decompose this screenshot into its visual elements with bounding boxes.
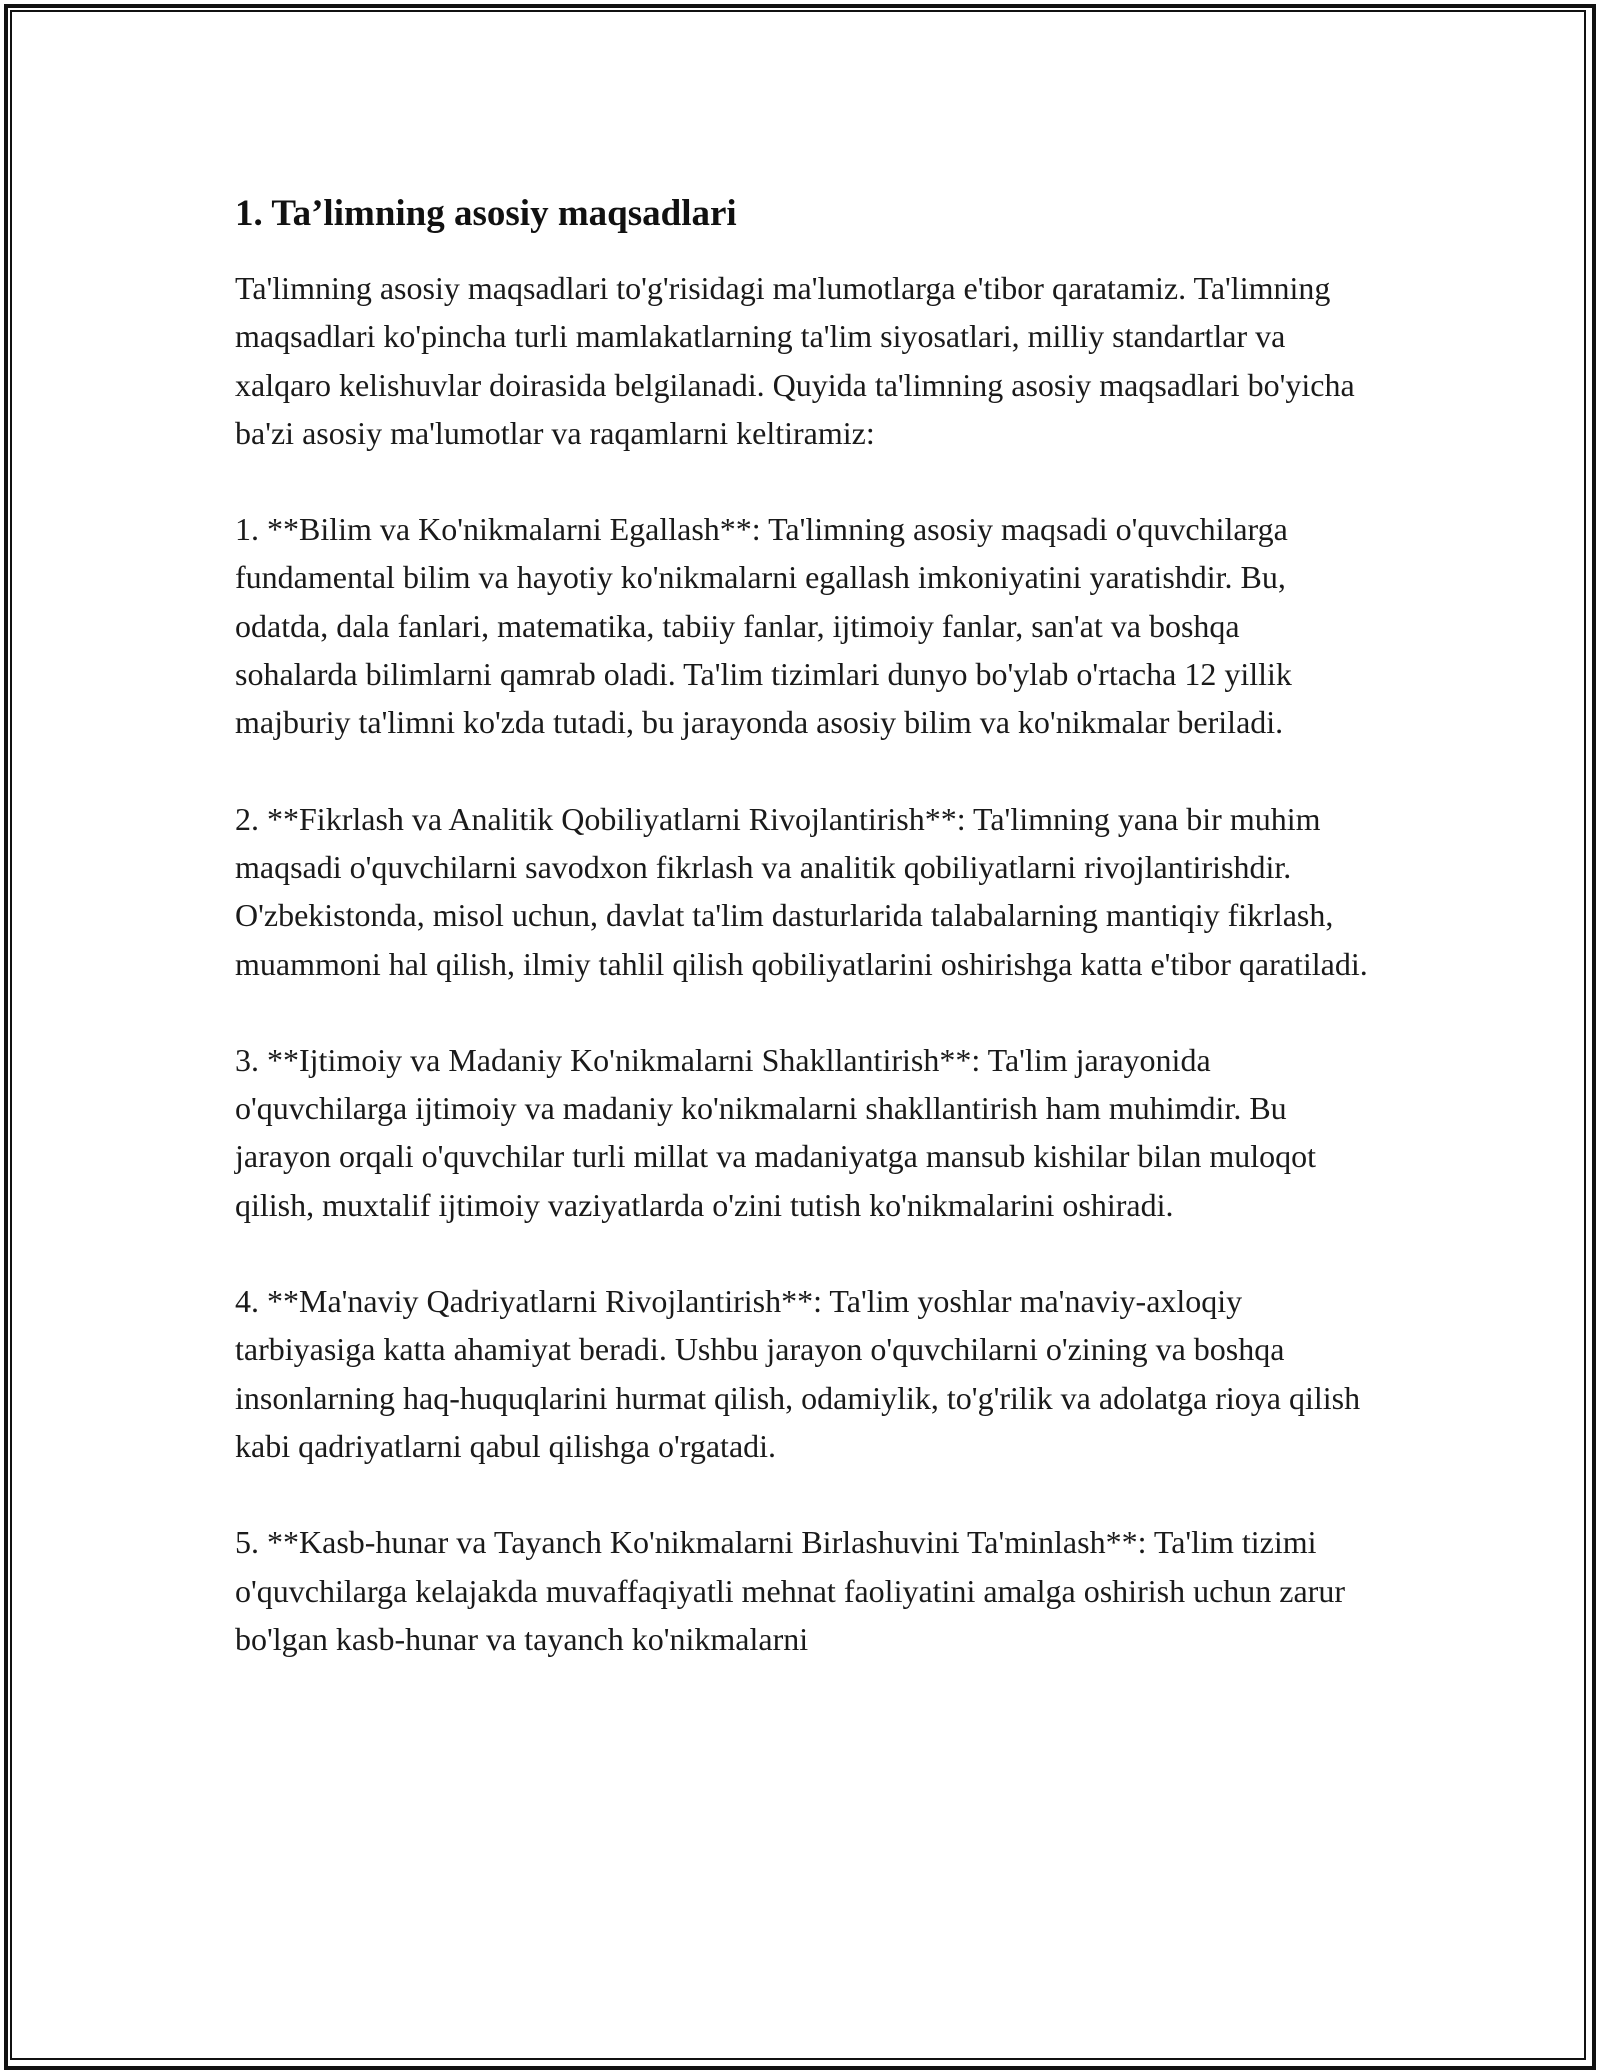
section-heading: 1. Ta’limning asosiy maqsadlari: [235, 193, 737, 234]
paragraph-item-2: 2. **Fikrlash va Analitik Qobiliyatlarni Rivojlantirish**: Ta'limning yana bir muhim maqsadi o'quvchilarni savodxon fikrlash va analitik qobiliyatlarni rivojlantirishdir. O'zbekistonda, misol uchun, davlat ta'lim dasturlarida talabalarning mantiqiy fikrlash, muammoni hal qilish, ilmiy tahlil qilish qobiliyatlarini oshirishga katta e'tibor qaratiladi.: [235, 800, 1368, 982]
paragraph-item-5: 5. **Kasb-hunar va Tayanch Ko'nikmalarni Birlashuvini Ta'minlash**: Ta'lim tizimi o'quvchilarga kelajakda muvaffaqiyatli mehnat faoliyatini amalga oshirish uchun zarur bo'lgan kasb-hunar va tayanch ko'nikmalarni: [235, 1524, 1345, 1657]
intro-paragraph: Ta'limning asosiy maqsadlari to'g'risidagi ma'lumotlarga e'tibor qaratamiz. Ta'limning maqsadlari ko'pincha turli mamlakatlarning ta'lim siyosatlari, milliy standartlar va xalqaro kelishuvlar doirasida belgilanadi. Quyida ta'limning asosiy maqsadlari bo'yicha ba'zi asosiy ma'lumotlar va raqamlarni keltiramiz:: [235, 270, 1355, 451]
document-body: [235, 190, 1370, 1663]
paragraph-item-1: 1. **Bilim va Ko'nikmalarni Egallash**: Ta'limning asosiy maqsadi o'quvchilarga fundamental bilim va hayotiy ko'nikmalarni egallash imkoniyatini yaratishdir. Bu, odatda, dala fanlari, matematika, tabiiy fanlar, ijtimoiy fanlar, san'at va boshqa sohalarda bilimlarni qamrab oladi. Ta'lim tizimlari dunyo bo'ylab o'rtacha 12 yillik majburiy ta'limni ko'zda tutadi, bu jarayonda asosiy bilim va ko'nikmalar beriladi.: [235, 511, 1292, 741]
paragraph-item-3: 3. **Ijtimoiy va Madaniy Ko'nikmalarni Shakllantirish**: Ta'lim jarayonida o'quvchilarga ijtimoiy va madaniy ko'nikmalarni shakllantirish ham muhimdir. Bu jarayon orqali o'quvchilar turli millat va madaniyatga mansub kishilar bilan muloqot qilish, muxtalif ijtimoiy vaziyatlarda o'zini tutish ko'nikmalarini oshiradi.: [235, 1041, 1317, 1223]
paragraph-item-4: 4. **Ma'naviy Qadriyatlarni Rivojlantirish**: Ta'lim yoshlar ma'naviy-axloqiy tarbiyasiga katta ahamiyat beradi. Ushbu jarayon o'quvchilarni o'zining va boshqa insonlarning haq-huquqlarini hurmat qilish, odamiylik, to'g'rilik va adolatga rioya qilish kabi qadriyatlarni qabul qilishga o'rgatadi.: [235, 1283, 1361, 1464]
